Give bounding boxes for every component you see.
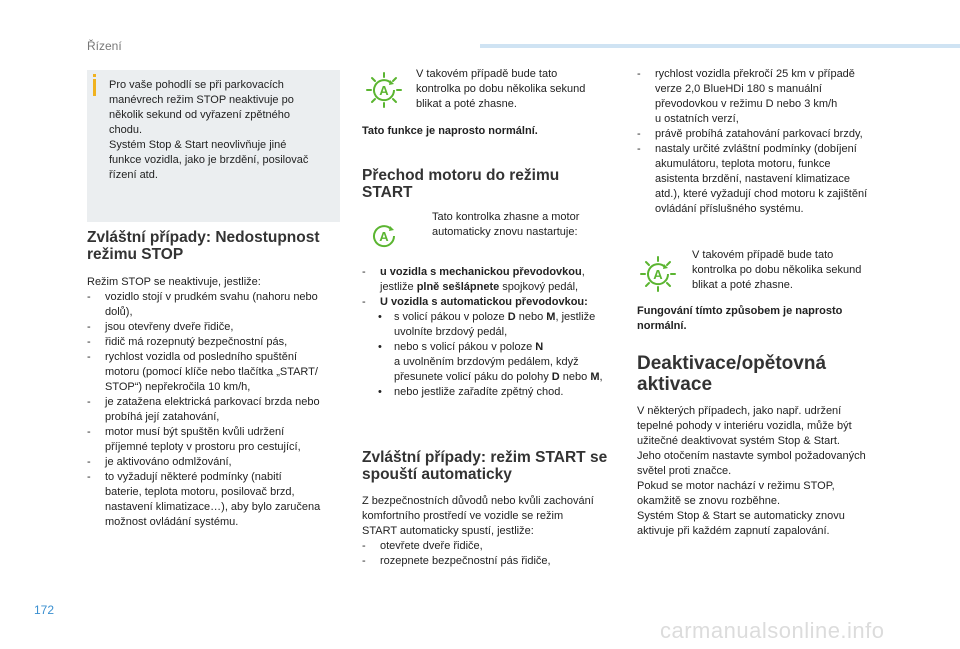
list-item: - U vozidla s automatickou převodovkou: [362,295,624,310]
start-section-title: Přechod motoru do režimu START [362,167,560,201]
info-icon [93,79,96,96]
auto-start-conditions-cont [637,67,899,217]
svg-text:A: A [653,267,663,282]
list-item: - řidič má rozepnutý bezpečnostní pás, [87,335,349,350]
list-item: - rychlost vozidla od posledního spuštění motoru (pomocí klíče nebo tlačítka „START/ STOP“) nepřekročila 10 km/h, [87,350,349,395]
section-title: Zvláštní případy: Nedostupnost režimu STOP [87,229,320,263]
bullet-item: • nebo s volicí pákou v poloze N a uvolněním brzdovým pedálem, když přesunete volicí páku do polohy D nebo M, [362,340,624,385]
auto-start-section-title: Zvláštní případy: režim START se spouští automaticky [362,449,608,483]
normal-note: Tato funkce je naprosto normální. [362,125,538,137]
watermark: carmanualsonline.info [660,618,885,643]
list-item: - motor musí být spuštěn kvůli udržení příjemné teploty v prostoru pro cestující, [87,425,349,455]
info-icon-dot [93,74,96,77]
start-conditions [362,265,624,400]
svg-text:A: A [379,83,389,98]
list-item: - nastaly určité zvláštní podmínky (dobíjení akumulátoru, teplota motoru, funkce asistenta brzdění, nastavení klimatizace atd.), které vyžadují chod motoru k zajištění ovládání příslušného systému. [637,142,899,217]
list-item: - vozidlo stojí v prudkém svahu (nahoru nebo dolů), [87,290,349,320]
list-item: - jsou otevřeny dveře řidiče, [87,320,349,335]
auto-start-conditions: Z bezpečnostních důvodů nebo kvůli zachování komfortního prostředí ve vozidle se režim START automaticky spustí, jestliže: - otevřete dveře řidiče, - rozepnete bezpečnostní pás řidiče, [362,494,624,569]
list-item: - je aktivováno odmlžování, [87,455,349,470]
stop-start-blinking-icon [640,256,676,292]
deactivation-text: V některých případech, jako např. udržení tepelné pohody v interiéru vozidla, může být užitečné deaktivovat systém Stop & Start. Jeho otočením nastavte symbol požadovaných světel proti značce. Pokud se motor nachází v režimu STOP, okamžitě se znovu rozběhne. Systém Stop & Start se automaticky znovu aktivuje při každém zapnutí zapalování. [637,405,866,537]
deactivation-title: Deaktivace/opětovná aktivace [637,353,827,395]
start-icon-text: Tato kontrolka zhasne a motor automaticky znovu nastartuje: [432,211,580,238]
stop-start-icon [370,222,398,250]
info-note [87,70,340,222]
blink-explanation: V takovém případě bude tato kontrolka po dobu několika sekund blikat a poté zhasne. [416,68,586,110]
list-item: - rychlost vozidla překročí 25 km v případě verze 2,0 BlueHDi 180 s manuální převodovkou v režimu D nebo 3 km/h u ostatních verzí, [637,67,899,127]
list-item: - rozepnete bezpečnostní pás řidiče, [362,554,624,569]
blink-explanation: V takovém případě bude tato kontrolka po dobu několika sekund blikat a poté zhasne. [692,249,862,291]
list-item: - otevřete dveře řidiče, [362,539,624,554]
list-item: - právě probíhá zatahování parkovací brzdy, [637,127,899,142]
stop-unavailable-section [87,229,349,530]
bullet-item: • nebo jestliže zařadíte zpětný chod. [362,385,624,400]
bullet-item: • s volicí pákou v poloze D nebo M, jestliže uvolníte brzdový pedál, [362,310,624,340]
normal-note: Fungování tímto způsobem je naprosto normální. [637,305,843,332]
list-item: - je zatažena elektrická parkovací brzda nebo probíhá její zatahování, [87,395,349,425]
list-item: - u vozidla s mechanickou převodovkou, jestliže plně sešlápnete spojkový pedál, [362,265,624,295]
list-item: - to vyžadují některé podmínky (nabití baterie, teplota motoru, posilovač brzd, nastavení klimatizace…), aby bylo zaručena možnost ovládání systému. [87,470,349,530]
header-bar [480,44,960,48]
svg-text:A: A [379,229,389,244]
intro-text: Režim STOP se neaktivuje, jestliže: [87,276,261,288]
section-header: Řízení [87,39,122,53]
stop-start-blinking-icon [366,72,402,108]
page-number: 172 [34,603,55,617]
note-text: Pro vaše pohodlí se při parkovacích manévrech režim STOP neaktivuje po několik sekund od vyřazení zpětného chodu. Systém Stop & Start neovlivňuje jiné funkce vozidla, jako je brzdění, posilovač řízení atd. [109,79,309,181]
